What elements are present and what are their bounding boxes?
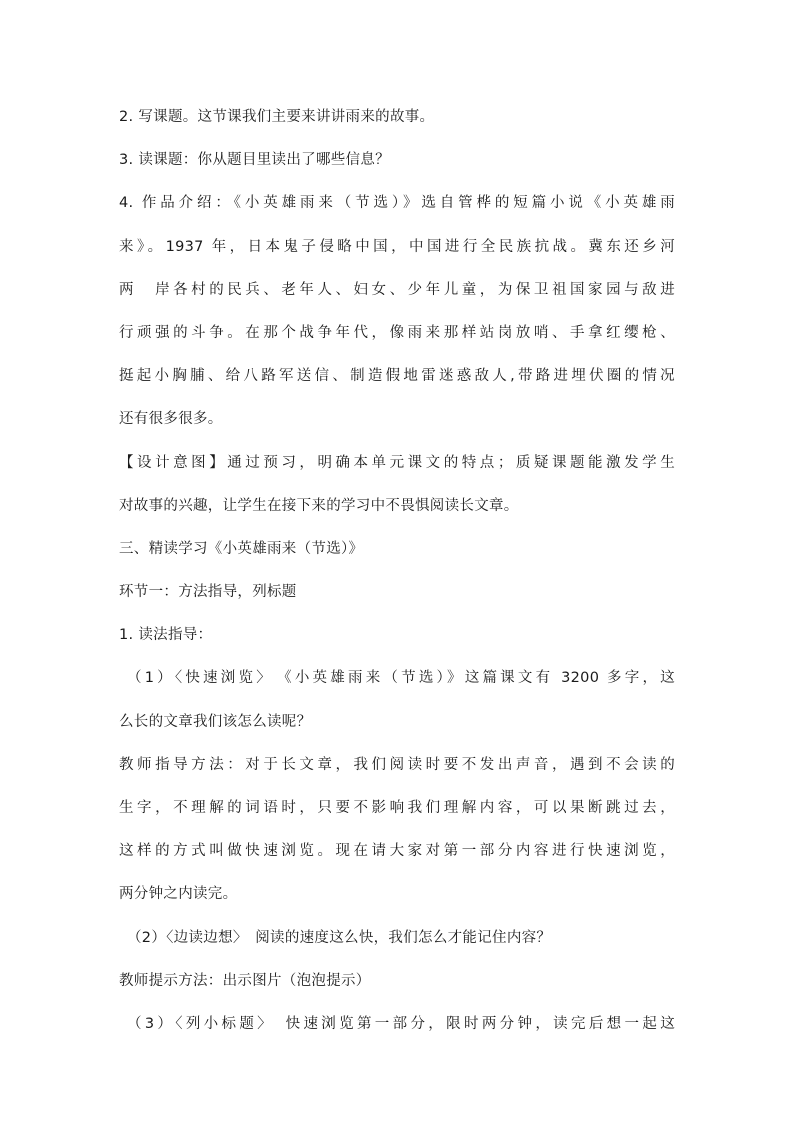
text-line: 教师指导方法：对于长文章，我们阅读时要不发出声音，遇到不会读的 bbox=[119, 756, 675, 773]
text-line: 行顽强的斗争。在那个战争年代，像雨来那样站岗放哨、手拿红缨枪、 bbox=[119, 324, 675, 341]
design-intent-line: 【设计意图】通过预习，明确本单元课文的特点；质疑课题能激发学生 bbox=[119, 454, 675, 471]
text-line: 挺起小胸脯、给八路军送信、制造假地雷迷惑敌人,带路进埋伏圈的情况 bbox=[119, 368, 675, 385]
text-line: 3. 读课题：你从题目里读出了哪些信息？ bbox=[119, 152, 390, 169]
text-line: 来》。1937 年，日本鬼子侵略中国，中国进行全民族抗战。冀东还乡河 bbox=[119, 238, 675, 255]
text-line: 么长的文章我们该怎么读呢？ bbox=[119, 713, 312, 730]
text-line: 教师提示方法：出示图片（泡泡提示） bbox=[119, 972, 371, 989]
text-line: 1. 读法指导： bbox=[119, 627, 213, 644]
document-body bbox=[119, 103, 675, 1053]
text-line: 4. 作品介绍：《小英雄雨来（节选）》选自管桦的短篇小说《小英雄雨 bbox=[119, 195, 675, 212]
text-line: 这样的方式叫做快速浏览。现在请大家对第一部分内容进行快速浏览， bbox=[119, 843, 675, 860]
text-line: 生字，不理解的词语时，只要不影响我们理解内容，可以果断跳过去， bbox=[119, 800, 675, 816]
text-line: （2）〈边读边想〉 阅读的速度这么快，我们怎么才能记住内容？ bbox=[127, 929, 552, 946]
text-line: 还有很多很多。 bbox=[119, 411, 223, 428]
text-line: （1）〈快速浏览〉 《小英雄雨来（节选）》这篇课文有 3200 多字，这 bbox=[127, 670, 675, 687]
text-line: （3）〈列小标题〉 快速浏览第一部分，限时两分钟，读完后想一起这 bbox=[127, 1015, 675, 1032]
subsection-heading: 环节一：方法指导，列标题 bbox=[119, 584, 297, 601]
text-line: 2. 写课题。这节课我们主要来讲讲雨来的故事。 bbox=[119, 109, 435, 125]
text-line: 两 岸各村的民兵、老年人、妇女、少年儿童，为保卫祖国家园与敌进 bbox=[119, 281, 675, 298]
text-line: 对故事的兴趣，让学生在接下来的学习中不畏惧阅读长文章。 bbox=[119, 497, 519, 514]
text-line: 两分钟之内读完。 bbox=[119, 886, 238, 903]
section-heading: 三、精读学习《小英雄雨来（节选）》 bbox=[119, 540, 364, 557]
